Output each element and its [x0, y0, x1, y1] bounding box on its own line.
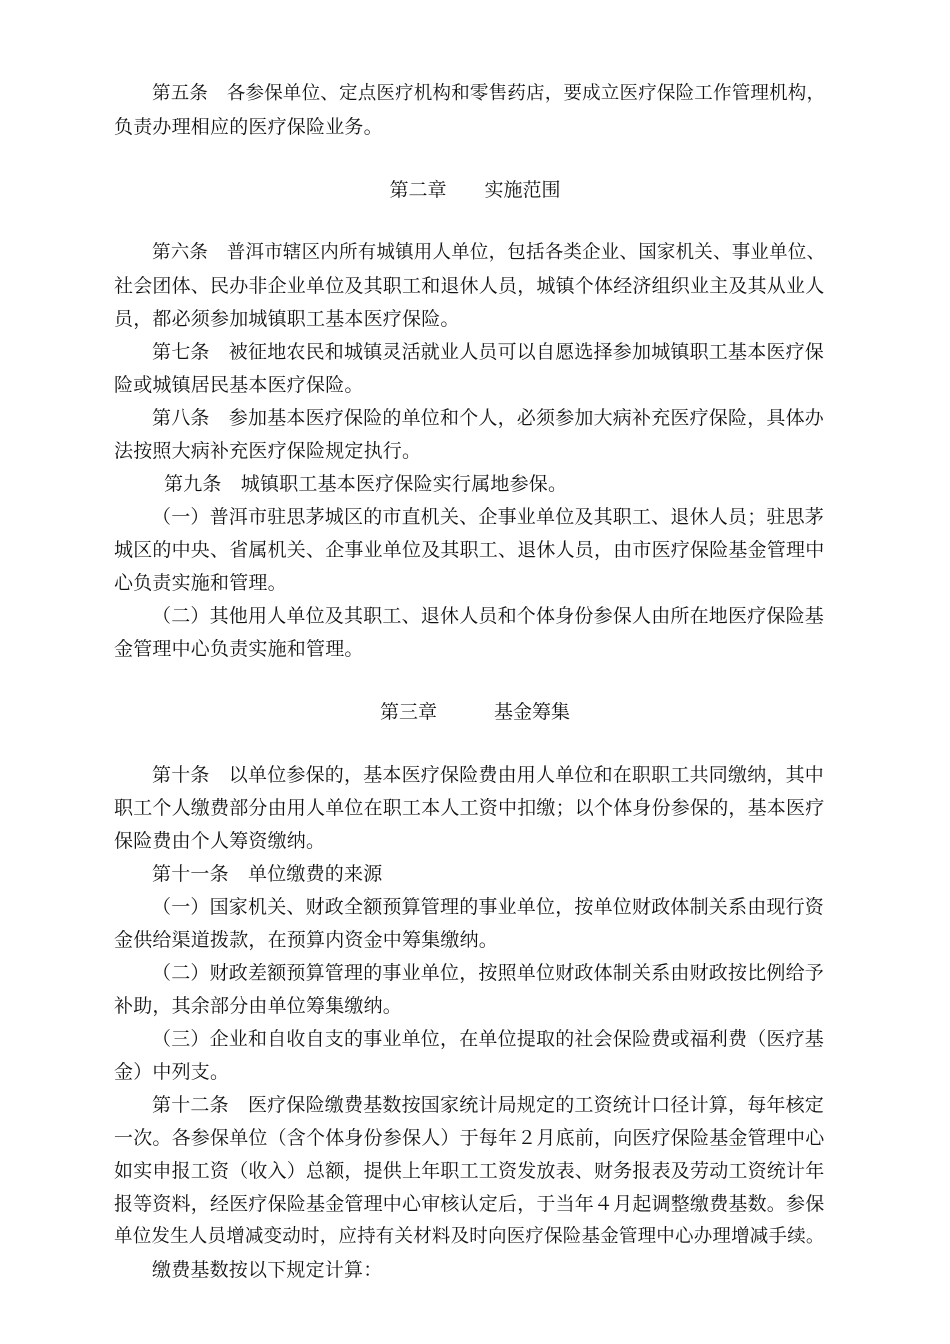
- article-7-line-1: 第七条 被征地农民和城镇灵活就业人员可以自愿选择参加城镇职工基本医疗保: [152, 341, 825, 363]
- article-11-item-2-line-2: 补助，其余部分由单位筹集缴纳。: [114, 995, 403, 1017]
- chapter-2-heading: 第二章 实施范围: [389, 179, 561, 201]
- article-8-line-2: 法按照大病补充医疗保险规定执行。: [114, 440, 422, 462]
- article-11-item-3-line-1: （三）企业和自收自支的事业单位，在单位提取的社会保险费或福利费（医疗基: [152, 1028, 825, 1050]
- article-11-item-1-line-1: （一）国家机关、财政全额预算管理的事业单位，按单位财政体制关系由现行资: [152, 896, 825, 918]
- article-6-line-3: 员，都必须参加城镇职工基本医疗保险。: [114, 308, 460, 330]
- article-6-line-1: 第六条 普洱市辖区内所有城镇用人单位，包括各类企业、国家机关、事业单位、: [152, 242, 826, 263]
- article-12-line-6: 缴费基数按以下规定计算：: [152, 1259, 383, 1281]
- article-11-item-3-line-2: 金）中列支。: [114, 1061, 230, 1083]
- article-12-line-1: 第十二条 医疗保险缴费基数按国家统计局规定的工资统计口径计算，每年核定: [152, 1094, 825, 1116]
- article-12-line-5: 单位发生人员增减变动时，应持有关材料及时向医疗保险基金管理中心办理增减手续。: [114, 1226, 825, 1247]
- article-7-line-2: 险或城镇居民基本医疗保险。: [114, 374, 364, 396]
- article-5-line-1: 第五条 各参保单位、定点医疗机构和零售药店，要成立医疗保险工作管理机构，: [152, 83, 826, 104]
- article-12-line-4: 报等资料，经医疗保险基金管理中心审核认定后，于当年４月起调整缴费基数。参保: [114, 1193, 825, 1215]
- article-10-line-1: 第十条 以单位参保的，基本医疗保险费由用人单位和在职职工共同缴纳，其中: [152, 764, 825, 786]
- article-10-line-2: 职工个人缴费部分由用人单位在职工本人工资中扣缴；以个体身份参保的，基本医疗: [114, 797, 825, 819]
- article-9-line-1: 第九条 城镇职工基本医疗保险实行属地参保。: [164, 473, 568, 495]
- article-6-line-2: 社会团体、民办非企业单位及其职工和退休人员，城镇个体经济组织业主及其从业人: [114, 275, 825, 297]
- article-9-item-2-line-2: 金管理中心负责实施和管理。: [114, 638, 364, 660]
- article-9-item-1-line-2: 城区的中央、省属机关、企事业单位及其职工、退休人员，由市医疗保险基金管理中: [114, 539, 825, 561]
- article-11-line-1: 第十一条 单位缴费的来源: [152, 863, 383, 885]
- article-10-line-3: 保险费由个人筹资缴纳。: [114, 830, 326, 852]
- article-5-line-2: 负责办理相应的医疗保险业务。: [114, 116, 383, 138]
- article-9-item-2-line-1: （二）其他用人单位及其职工、退休人员和个体身份参保人由所在地医疗保险基: [152, 605, 825, 627]
- chapter-3-heading: 第三章 基金筹集: [379, 701, 570, 723]
- article-11-item-1-line-2: 金供给渠道拨款，在预算内资金中筹集缴纳。: [114, 929, 499, 951]
- article-8-line-1: 第八条 参加基本医疗保险的单位和个人，必须参加大病补充医疗保险，具体办: [152, 407, 825, 429]
- article-12-line-2: 一次。各参保单位（含个体身份参保人）于每年２月底前，向医疗保险基金管理中心: [114, 1127, 825, 1149]
- article-9-item-1-line-1: （一）普洱市驻思茅城区的市直机关、企事业单位及其职工、退休人员；驻思茅: [152, 506, 825, 528]
- article-9-item-1-line-3: 心负责实施和管理。: [114, 572, 287, 594]
- article-12-line-3: 如实申报工资（收入）总额，提供上年职工工资发放表、财务报表及劳动工资统计年: [114, 1160, 825, 1182]
- article-11-item-2-line-1: （二）财政差额预算管理的事业单位，按照单位财政体制关系由财政按比例给予: [152, 962, 825, 984]
